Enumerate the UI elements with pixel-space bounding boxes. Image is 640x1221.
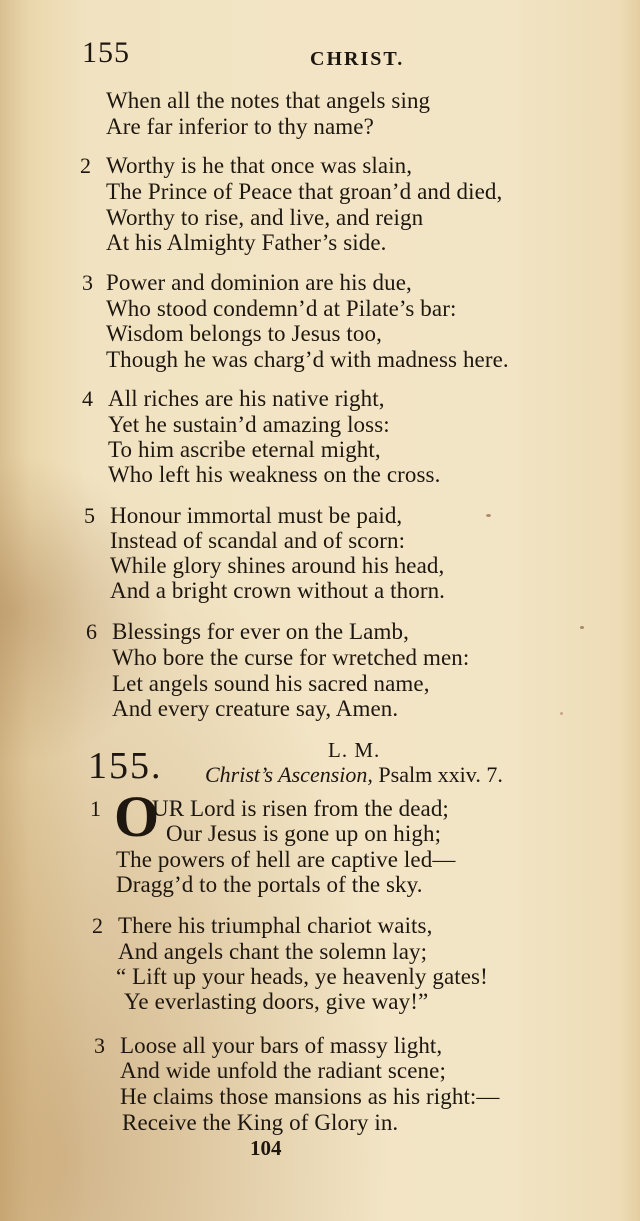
verse-line: Who left his weakness on the cross. bbox=[108, 462, 441, 487]
paper-speck bbox=[486, 514, 491, 517]
verse-line: Loose all your bars of massy light, bbox=[120, 1033, 443, 1058]
page-number: 155 bbox=[82, 36, 130, 69]
verse-line: While glory shines around his head, bbox=[110, 553, 445, 578]
verse-line: Who bore the curse for wretched men: bbox=[112, 645, 470, 670]
stanza-number: 2 bbox=[80, 153, 91, 178]
verse-line: Worthy to rise, and live, and reign bbox=[106, 205, 424, 230]
verse-line: Worthy is he that once was slain, bbox=[106, 153, 413, 178]
stanza-number: 1 bbox=[90, 796, 101, 821]
verse-line: Yet he sustain’d amazing loss: bbox=[108, 412, 390, 437]
verse-line: And a bright crown without a thorn. bbox=[110, 578, 446, 603]
verse-line: To him ascribe eternal might, bbox=[108, 437, 381, 462]
verse-line: Power and dominion are his due, bbox=[106, 270, 412, 295]
hymn-title-italic: Christ’s Ascension, bbox=[205, 762, 373, 787]
verse-line: The Prince of Peace that groan’d and died, bbox=[106, 179, 503, 204]
verse-line: Who stood condemn’d at Pilate’s bar: bbox=[106, 296, 457, 321]
verse-line: Ye everlasting doors, give way!” bbox=[124, 989, 429, 1014]
folio-number: 104 bbox=[250, 1136, 282, 1160]
stanza-number: 3 bbox=[94, 1033, 105, 1058]
stanza-number: 4 bbox=[82, 386, 93, 411]
verse-line: “ Lift up your heads, ye heavenly gates! bbox=[116, 964, 488, 989]
verse-line: Though he was charg’d with madness here. bbox=[106, 347, 509, 372]
continued-line: Are far inferior to thy name? bbox=[106, 114, 374, 139]
hymn-number: 155. bbox=[88, 745, 163, 787]
verse-line: There his triumphal chariot waits, bbox=[118, 913, 433, 938]
hymn-meter: L. M. bbox=[328, 738, 381, 762]
verse-line: And every creature say, Amen. bbox=[112, 696, 399, 721]
continued-line: When all the notes that angels sing bbox=[106, 88, 431, 113]
stanza-number: 2 bbox=[92, 913, 103, 938]
verse-line: And angels chant the solemn lay; bbox=[118, 939, 428, 964]
running-title: CHRIST. bbox=[310, 48, 405, 70]
verse-line: At his Almighty Father’s side. bbox=[106, 230, 387, 255]
verse-line: And wide unfold the radiant scene; bbox=[120, 1058, 446, 1083]
verse-line: He claims those mansions as his right:— bbox=[120, 1084, 500, 1109]
verse-line: Wisdom belongs to Jesus too, bbox=[106, 321, 382, 346]
stanza-number: 6 bbox=[86, 619, 97, 644]
verse-line: The powers of hell are captive led— bbox=[116, 847, 456, 872]
hymn-scripture-ref: Psalm xxiv. 7. bbox=[372, 762, 503, 787]
paper-speck bbox=[560, 712, 563, 715]
hymn-title bbox=[205, 762, 503, 788]
paper-speck bbox=[580, 626, 584, 629]
verse-line: Blessings for ever on the Lamb, bbox=[112, 619, 409, 644]
verse-line: Receive the King of Glory in. bbox=[122, 1110, 399, 1135]
stanza-number: 5 bbox=[84, 503, 95, 528]
stanza-number: 3 bbox=[82, 270, 93, 295]
verse-line: UR Lord is risen from the dead; bbox=[152, 796, 449, 821]
verse-line: Instead of scandal and of scorn: bbox=[110, 528, 406, 553]
verse-line: Let angels sound his sacred name, bbox=[112, 671, 430, 696]
verse-line: All riches are his native right, bbox=[108, 386, 385, 411]
verse-line: Dragg’d to the portals of the sky. bbox=[116, 872, 423, 897]
drop-cap: O bbox=[114, 784, 160, 849]
verse-line: Honour immortal must be paid, bbox=[110, 503, 403, 528]
verse-line: Our Jesus is gone up on high; bbox=[166, 821, 442, 846]
